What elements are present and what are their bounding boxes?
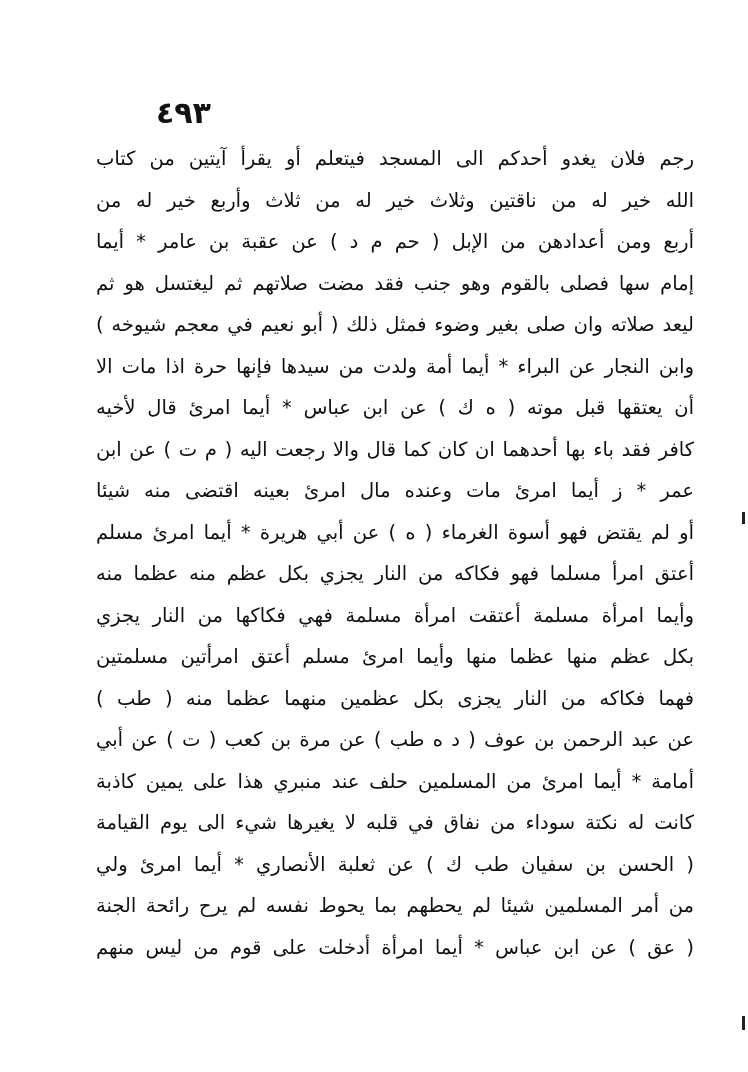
scan-edge-mark (742, 512, 745, 524)
text-line: أن يعتقها قبل موته ( ه ك ) عن ابن عباس * أيما امرئ قال لأخيه (96, 396, 694, 419)
text-line: الله خير له من ناقتين وثلاث خير له من ثلاث وأربع خير له من (96, 188, 694, 212)
text-line: من أمر المسلمين شيئا لم يحطهم بما يحوط نفسه لم يرح رائحة الجنة (96, 894, 694, 917)
text-line: ( عق ) عن ابن عباس * أيما امرأة أدخلت على قوم من ليس منهم (96, 935, 694, 959)
text-line: كانت له نكتة سوداء من نفاق في قلبه لا يغيرها شيء الى يوم القيامة (96, 811, 694, 834)
text-line: أو لم يقتض فهو أسوة الغرماء ( ه ) عن أبي هريرة * أيما امرئ مسلم (96, 520, 694, 544)
text-line: أمامة * أيما امرئ من المسلمين حلف عند منبري هذا على يمين كاذبة (96, 769, 694, 793)
text-line: كافر فقد باء بها أحدهما ان كان كما قال والا رجعت اليه ( م ت ) عن ابن (96, 437, 694, 461)
text-line: أعتق امرأ مسلما فهو فكاكه من النار يجزي بكل عظم منه عظما منه (96, 562, 694, 585)
text-line: أربع ومن أعدادهن من الإبل ( حم م د ) عن عقبة بن عامر * أيما (96, 230, 694, 253)
page-number: ٤٩٣ (156, 96, 211, 131)
text-line: رجم فلان يغدو أحدكم الى المسجد فيتعلم أو يقرأ آيتين من كتاب (96, 147, 694, 170)
text-line: إمام سها فصلى بالقوم وهو جنب فقد مضت صلاتهم ثم ليغتسل هو ثم (96, 271, 694, 295)
arabic-text-block (96, 138, 694, 968)
text-line: وابن النجار عن البراء * أيما أمة ولدت من سيدها فإنها حرة اذا مات الا (96, 354, 694, 378)
text-line: بكل عظم منها عظما منها وأيما امرئ مسلم أعتق امرأتين مسلمتين (96, 645, 694, 668)
text-line: ( الحسن بن سفيان طب ك ) عن ثعلبة الأنصاري * أيما امرئ ولي (96, 852, 694, 876)
text-line: عن عبد الرحمن بن عوف ( د ه طب ) عن مرة بن كعب ( ت ) عن أبي (96, 728, 694, 751)
text-line: ليعد صلاته وان صلى بغير وضوء فمثل ذلك ( أبو نعيم في معجم شيوخه ) (96, 313, 694, 336)
text-line: عمر * ز أيما امرئ مات وعنده مال امرئ بعينه اقتضى منه شيئا (96, 479, 694, 502)
scan-edge-mark (742, 1016, 745, 1030)
text-line: وأيما امرأة مسلمة أعتقت امرأة مسلمة فهي فكاكها من النار يجزي (96, 603, 694, 627)
text-line: فهما فكاكه من النار يجزى بكل عظمين منهما عظما منه ( طب ) (96, 686, 694, 710)
